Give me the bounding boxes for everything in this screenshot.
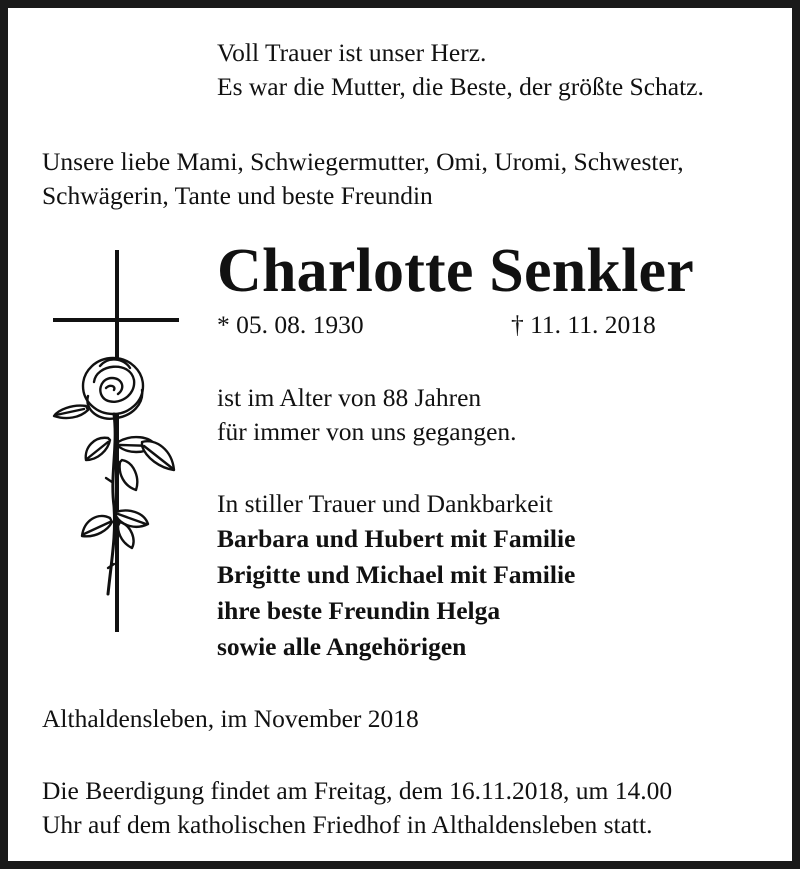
motto-line-2: Es war die Mutter, die Beste, der größte Schatz.: [217, 72, 704, 101]
mourner-line: Brigitte und Michael mit Familie: [217, 560, 576, 589]
message-line-2: für immer von uns gegangen.: [217, 417, 517, 446]
funeral-line-2: Uhr auf dem katholischen Friedhof in Althaldensleben statt.: [42, 810, 653, 839]
mourner-line: Barbara und Hubert mit Familie: [217, 524, 576, 553]
place-and-date: Althaldensleben, im November 2018: [42, 704, 419, 733]
rose-icon: [54, 358, 174, 594]
deceased-name: Charlotte Senkler: [217, 237, 694, 305]
message-line-1: ist im Alter von 88 Jahren: [217, 383, 482, 412]
mourner-line: ihre beste Freundin Helga: [217, 596, 501, 625]
birth-date: * 05. 08. 1930: [217, 310, 364, 339]
mourners-heading: In stiller Trauer und Dankbarkeit: [217, 489, 553, 518]
intro-line-2: Schwägerin, Tante und beste Freundin: [42, 181, 433, 210]
mourner-line: sowie alle Angehörigen: [217, 632, 467, 661]
funeral-line-1: Die Beerdigung findet am Freitag, dem 16.11.2018, um 14.00: [42, 776, 673, 805]
death-date: † 11. 11. 2018: [511, 310, 656, 339]
motto-line-1: Voll Trauer ist unser Herz.: [217, 38, 487, 67]
intro-line-1: Unsere liebe Mami, Schwiegermutter, Omi, Uromi, Schwester,: [42, 147, 684, 176]
cross-with-rose: [44, 246, 184, 638]
